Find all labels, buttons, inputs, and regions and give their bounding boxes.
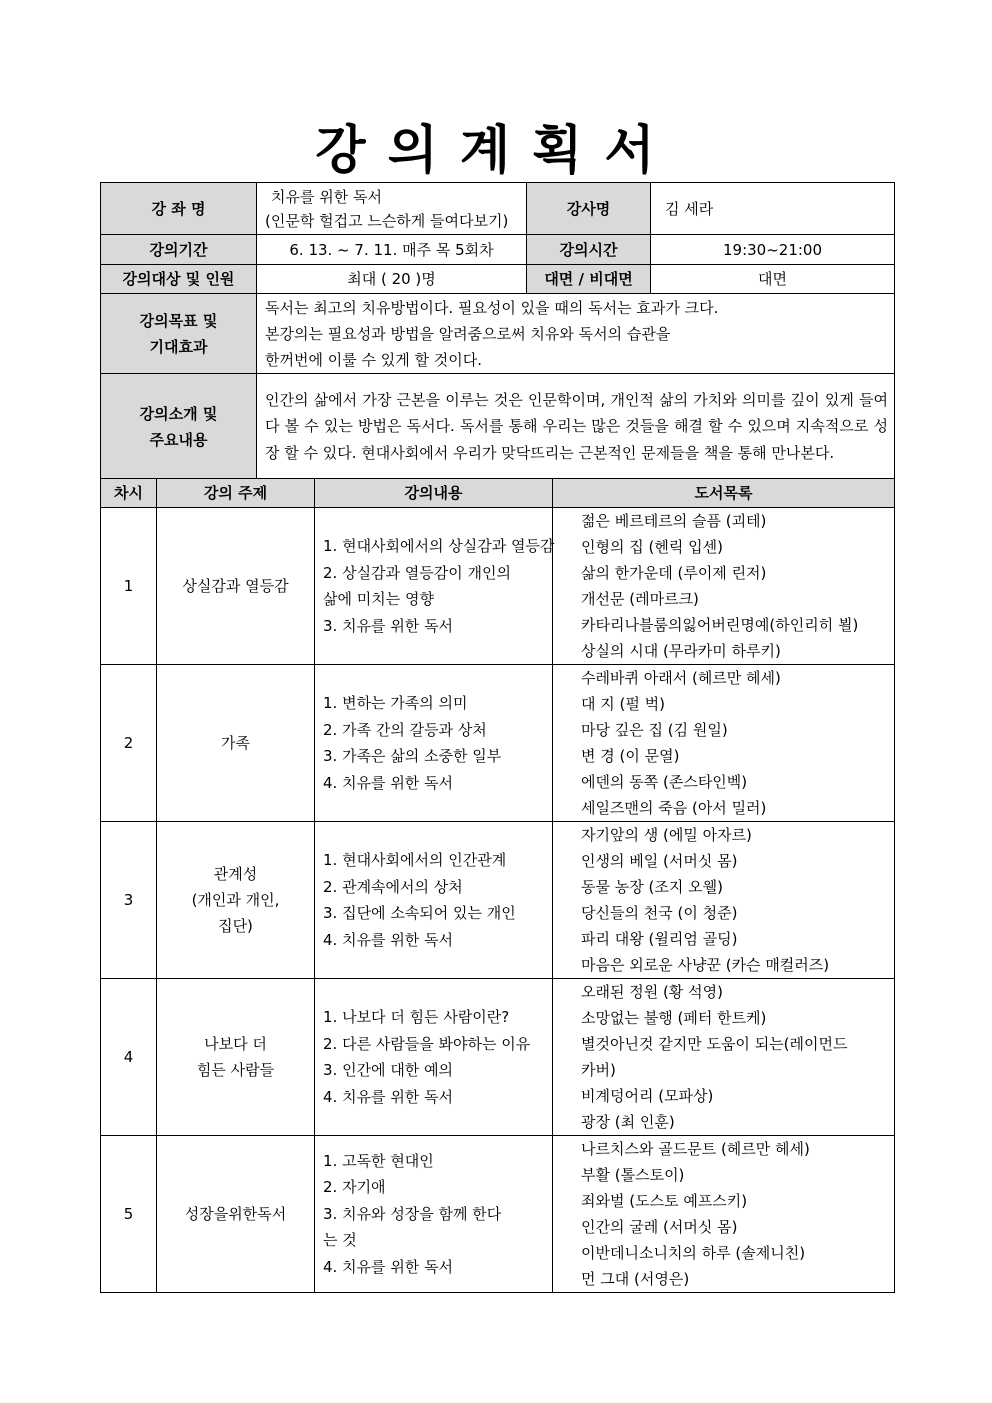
course-name-label: 강 좌 명: [101, 183, 257, 235]
time-value: 19:30~21:00: [651, 235, 895, 265]
session-content: 1. 변하는 가족의 의미 2. 가족 간의 갈등과 상처 3. 가족은 삶의 소중한 일부 4. 치유를 위한 독서: [315, 665, 553, 822]
instructor-label: 강사명: [527, 183, 651, 235]
mode-label: 대면 / 비대면: [527, 265, 651, 294]
book-item: 자기앞의 생 (에밀 아자르): [581, 826, 752, 844]
session-books: [553, 1136, 895, 1293]
goal-label: 강의목표 및 기대효과: [101, 294, 257, 374]
book-item: 카타리나블룸의잃어버린명예(하인리히 뵐): [581, 616, 859, 634]
course-info-table: [100, 182, 895, 480]
course-name: 치유를 위한 독서: [271, 187, 382, 206]
session-number: 3: [101, 822, 157, 979]
book-item: 비계덩어리 (모파상): [581, 1087, 714, 1105]
session-header: 차시: [101, 479, 157, 508]
session-topic: 가족: [157, 665, 315, 822]
book-item: 파리 대왕 (윌리엄 골딩): [581, 930, 738, 948]
intro-label: 강의소개 및 주요내용: [101, 374, 257, 480]
mode-value: 대면: [651, 265, 895, 294]
course-subtitle: (인문학 헐겁고 느슨하게 들여다보기): [265, 211, 509, 230]
book-item: 인형의 집 (헨릭 입센): [581, 538, 723, 556]
session-row: [101, 979, 895, 1136]
session-content: 1. 현대사회에서의 상실감과 열등감 2. 상실감과 열등감이 개인의 삶에 미치는 영향 3. 치유를 위한 독서: [315, 508, 553, 665]
book-item: 에덴의 동쪽 (존스타인벡): [581, 773, 748, 791]
session-books: [553, 979, 895, 1136]
course-name-cell: [257, 183, 527, 235]
period-label: 강의기간: [101, 235, 257, 265]
session-books: [553, 822, 895, 979]
period-value: 6. 13. ~ 7. 11. 매주 목 5회차: [257, 235, 527, 265]
book-item: 소망없는 불행 (페터 한트케): [581, 1009, 767, 1027]
book-item: 오래된 정원 (황 석영): [581, 983, 723, 1001]
book-item: 마당 깊은 집 (김 원일): [581, 721, 728, 739]
session-row: [101, 665, 895, 822]
session-content: 1. 나보다 더 힘든 사람이란? 2. 다른 사람들을 봐야하는 이유 3. 인간에 대한 예의 4. 치유를 위한 독서: [315, 979, 553, 1136]
session-topic: 관계성 (개인과 개인, 집단): [157, 822, 315, 979]
session-content: 1. 고독한 현대인 2. 자기애 3. 치유와 성장을 함께 한다 는 것 4. 치유를 위한 독서: [315, 1136, 553, 1293]
book-item: 삶의 한가운데 (루이제 린저): [581, 564, 767, 582]
book-item: 개선문 (레마르크): [581, 590, 699, 608]
session-number: 5: [101, 1136, 157, 1293]
book-item: 수레바퀴 아래서 (헤르만 헤세): [581, 669, 781, 687]
session-number: 2: [101, 665, 157, 822]
book-item: 인생의 베일 (서머싯 몸): [581, 852, 738, 870]
session-row: [101, 822, 895, 979]
session-number: 1: [101, 508, 157, 665]
topic-header: 강의 주제: [157, 479, 315, 508]
target-label: 강의대상 및 인원: [101, 265, 257, 294]
content-header: 강의내용: [315, 479, 553, 508]
page-title: 강의계획서: [315, 121, 677, 181]
session-topic: 성장을위한독서: [157, 1136, 315, 1293]
book-item: 먼 그대 (서영은): [581, 1270, 690, 1288]
goal-text: 독서는 최고의 치유방법이다. 필요성이 있을 때의 독서는 효과가 크다. 본강의는 필요성과 방법을 알려줌으로써 치유와 독서의 습관을 한꺼번에 이룰 수 있게 할 것이다.: [257, 294, 895, 374]
intro-text: 인간의 삶에서 가장 근본을 이루는 것은 인문학이며, 개인적 삶의 가치와 의미를 깊이 있게 들여다 볼 수 있는 방법은 독서다. 독서를 통해 우리는 많은 것들을 해결 할 수 있으며 지속적으로 성장 할 수 있다. 현대사회에서 우리가 맞닥뜨리는 근본적인 문제들을 책을 통해 만나본다.: [257, 374, 895, 480]
book-item: 당신들의 천국 (이 청준): [581, 904, 738, 922]
book-item: 대 지 (펄 벅): [581, 695, 665, 713]
session-books: [553, 508, 895, 665]
session-topic: 상실감과 열등감: [157, 508, 315, 665]
book-item: 마음은 외로운 사냥꾼 (카슨 매컬러즈): [581, 956, 830, 974]
target-value: 최대 ( 20 )명: [257, 265, 527, 294]
books-header: 도서목록: [553, 479, 895, 508]
book-item: 동물 농장 (조지 오웰): [581, 878, 723, 896]
session-content: 1. 현대사회에서의 인간관계 2. 관계속에서의 상처 3. 집단에 소속되어 있는 개인 4. 치유를 위한 독서: [315, 822, 553, 979]
book-item: 나르치스와 골드문트 (헤르만 헤세): [581, 1140, 810, 1158]
book-item: 광장 (최 인훈): [581, 1113, 675, 1131]
book-item: 이반데니소니치의 하루 (솔제니친): [581, 1244, 806, 1262]
book-item: 인간의 굴레 (서머싯 몸): [581, 1218, 738, 1236]
book-item: 부활 (톨스토이): [581, 1166, 685, 1184]
time-label: 강의시간: [527, 235, 651, 265]
session-topic: 나보다 더 힘든 사람들: [157, 979, 315, 1136]
book-item: 카버): [581, 1061, 616, 1079]
book-item: 별것아닌것 같지만 도움이 되는(레이먼드: [581, 1035, 848, 1053]
instructor-name: 김 세라: [651, 183, 895, 235]
session-books: [553, 665, 895, 822]
session-row: [101, 1136, 895, 1293]
book-item: 세일즈맨의 죽음 (아서 밀러): [581, 799, 767, 817]
book-item: 변 경 (이 문열): [581, 747, 680, 765]
session-number: 4: [101, 979, 157, 1136]
book-item: 죄와벌 (도스토 예프스키): [581, 1192, 748, 1210]
book-item: 상실의 시대 (무라카미 하루키): [581, 642, 781, 660]
schedule-table: [100, 478, 895, 1293]
session-row: [101, 508, 895, 665]
book-item: 젊은 베르테르의 슬픔 (괴테): [581, 512, 767, 530]
